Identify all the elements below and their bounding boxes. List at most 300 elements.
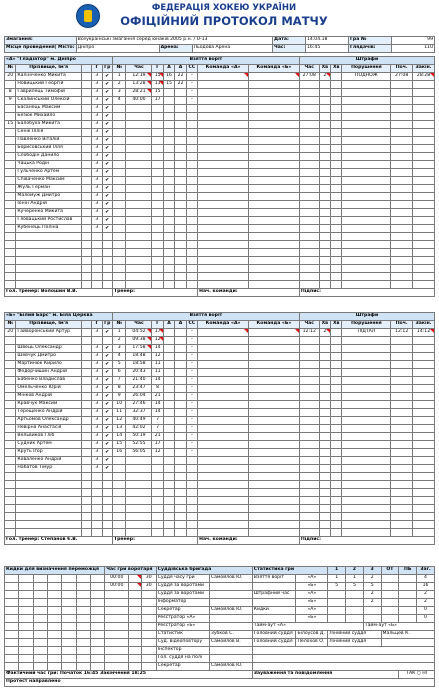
penalty-min (319, 441, 330, 449)
timeout-flag (129, 631, 142, 639)
team-b-player-row (5, 449, 435, 457)
penalty-end (413, 361, 435, 369)
played-check (102, 201, 112, 209)
team-b-player-row (5, 337, 435, 345)
penalty-min-2 (331, 377, 342, 385)
goal-time (126, 241, 152, 249)
goal-ss: – (186, 449, 197, 457)
refs-title: Суддівська бригада (156, 567, 252, 575)
penalty-end (413, 473, 435, 481)
goal-scorer (152, 241, 163, 249)
penalty-time (299, 97, 319, 105)
team-b-col-head: № (5, 321, 16, 329)
team-a-strength (198, 441, 249, 449)
goal-assist-2 (175, 377, 186, 385)
stats-value (346, 591, 364, 599)
player-flag (81, 193, 91, 201)
goal-time (126, 225, 152, 233)
player-status: З (92, 377, 102, 385)
team-a-strength (198, 513, 249, 521)
played-check (102, 121, 112, 129)
penalty-time (299, 401, 319, 409)
goal-assist-1 (163, 425, 174, 433)
penalty-end (413, 97, 435, 105)
player-name (16, 521, 81, 529)
goal-scorer (152, 129, 163, 137)
stats-value (381, 615, 399, 623)
player-status: З (92, 417, 102, 425)
penalty-time (299, 177, 319, 185)
player-number (5, 81, 16, 89)
team-a-strength (198, 193, 249, 201)
goal-scorer (152, 457, 163, 465)
goal-ss (186, 521, 197, 529)
goal-ss: – (186, 441, 197, 449)
timeout-flag (129, 623, 142, 631)
remarks-label: Зауваження та повідомлення (252, 671, 399, 679)
penalty-time (299, 105, 319, 113)
player-flag (81, 209, 91, 217)
goal-assist-2 (175, 329, 186, 337)
team-a-strength (198, 481, 249, 489)
team-a-player-row (5, 89, 435, 97)
goal-assist-2 (175, 153, 186, 161)
penalty-violation (342, 425, 391, 433)
team-b-strength (249, 225, 300, 233)
goal-assist-2 (175, 161, 186, 169)
player-status: З (92, 129, 102, 137)
player-status (92, 513, 102, 521)
kick-cell (62, 599, 76, 607)
timeout-flag (129, 583, 142, 591)
team-a-col-head: Гр (102, 65, 112, 73)
timeout-value: 30 (141, 575, 156, 583)
player-name: Вельвиков Гліб (16, 433, 81, 441)
team-a-player-row (5, 177, 435, 185)
team-a-section (4, 56, 435, 310)
goal-assist-1 (163, 433, 174, 441)
penalty-time (299, 225, 319, 233)
ref-name (209, 591, 252, 599)
team-a-strength (198, 249, 249, 257)
penalty-violation (342, 273, 391, 281)
penalty-start (391, 433, 413, 441)
penalty-min (319, 89, 330, 97)
player-number (5, 153, 16, 161)
goal-number: 4 (112, 353, 126, 361)
kick-cell (90, 655, 104, 663)
goal-ss (186, 473, 197, 481)
team-a-strength (198, 129, 249, 137)
goal-time (126, 265, 152, 273)
goal-number: 3 (112, 89, 126, 97)
penalty-min (319, 449, 330, 457)
goal-ss: – (186, 345, 197, 353)
goal-scorer: 14 (152, 377, 163, 385)
team-a-strength (198, 401, 249, 409)
goal-assist-2 (175, 145, 186, 153)
penalty-end (413, 145, 435, 153)
goal-scorer (152, 137, 163, 145)
goal-assist-1 (163, 457, 174, 465)
goal-scorer (152, 177, 163, 185)
kick-cell (5, 623, 19, 631)
player-flag (81, 225, 91, 233)
penalty-min (319, 249, 330, 257)
kick-cell (62, 655, 76, 663)
penalty-min (319, 457, 330, 465)
goal-number (112, 249, 126, 257)
team-b-strength (249, 73, 300, 81)
team-a-player-row (5, 145, 435, 153)
team-a-player-row (5, 97, 435, 105)
player-name: Набатов Тімур (16, 465, 81, 473)
stats-head: ОТ (381, 567, 399, 575)
played-check (102, 129, 112, 137)
stats-empty (252, 647, 434, 655)
kick-cell (19, 663, 33, 671)
goal-time (126, 249, 152, 257)
team-b-player-row (5, 521, 435, 529)
played-check (102, 337, 112, 345)
player-number (5, 249, 16, 257)
team-a-player-row (5, 217, 435, 225)
played-check (102, 241, 112, 249)
played-check (102, 465, 112, 473)
stats-value: 16 (417, 583, 435, 591)
team-a-col-head: № (112, 65, 126, 73)
goal-ss (186, 233, 197, 241)
player-flag (81, 169, 91, 177)
goal-assist-2 (175, 353, 186, 361)
stats-value: 1 (346, 575, 364, 583)
team-a-strength (198, 505, 249, 513)
penalty-min (319, 81, 330, 89)
goal-scorer: 11 (152, 361, 163, 369)
kick-cell (76, 615, 90, 623)
player-number (5, 417, 16, 425)
penalty-start (391, 521, 413, 529)
goal-assist-2 (175, 257, 186, 265)
penalty-min (319, 121, 330, 129)
goal-assist-1 (163, 281, 174, 289)
player-status: З (92, 449, 102, 457)
player-status (92, 481, 102, 489)
team-b-player-row (5, 345, 435, 353)
team-b-strength (249, 273, 300, 281)
penalty-time (299, 497, 319, 505)
penalty-time (299, 257, 319, 265)
penalty-end (413, 177, 435, 185)
penalty-min-2 (331, 113, 342, 121)
team-b-strength (249, 465, 300, 473)
penalty-start (391, 153, 413, 161)
penalty-end (413, 481, 435, 489)
penalty-min-2 (331, 489, 342, 497)
team-b-strength (249, 249, 300, 257)
goal-number: 1 (112, 73, 126, 81)
player-name: Гульченко Артем (16, 169, 81, 177)
penalty-end (413, 513, 435, 521)
goal-ss (186, 121, 197, 129)
player-number (5, 225, 16, 233)
player-name (16, 337, 81, 345)
penalty-violation (342, 177, 391, 185)
goal-time (126, 185, 152, 193)
player-number (5, 385, 16, 393)
date-value: 14.04.18 (306, 37, 349, 45)
player-number (5, 521, 16, 529)
team-a-strength (198, 433, 249, 441)
goal-time: 18:58 (126, 361, 152, 369)
team-a-strength (198, 241, 249, 249)
goal-time: 28:21 (126, 89, 152, 97)
goal-time (126, 209, 152, 217)
penalty-violation (342, 489, 391, 497)
player-status: З (92, 177, 102, 185)
player-flag (81, 385, 91, 393)
player-flag (81, 145, 91, 153)
penalty-min-2 (331, 169, 342, 177)
goal-assist-1 (163, 217, 174, 225)
goal-time (126, 505, 152, 513)
player-status: З (92, 457, 102, 465)
team-b-player-row (5, 497, 435, 505)
penalty-violation (342, 137, 391, 145)
team-a-col-head: Хв (331, 65, 342, 73)
kick-cell (62, 615, 76, 623)
played-check (102, 209, 112, 217)
player-flag (81, 81, 91, 89)
ref-role: Гол. суддя на полі (156, 655, 209, 663)
played-check (102, 441, 112, 449)
timeout-flag (129, 607, 142, 615)
team-a-trainer: Тренер: (112, 289, 197, 297)
penalty-min (319, 129, 330, 137)
goal-time (126, 497, 152, 505)
penalty-violation (342, 89, 391, 97)
ref-name: Самойлов Ю. (209, 575, 252, 583)
penalty-violation (342, 513, 391, 521)
stats-value (381, 591, 399, 599)
goal-assist-1: 15 (163, 81, 174, 89)
goal-time (126, 481, 152, 489)
penalty-start (391, 217, 413, 225)
goal-number (112, 177, 126, 185)
kick-cell (76, 639, 90, 647)
goal-assist-2: 22 (175, 81, 186, 89)
kick-cell (33, 639, 47, 647)
penalty-violation (342, 521, 391, 529)
player-flag (81, 153, 91, 161)
penalty-min (319, 473, 330, 481)
stats-team: «А» (296, 607, 328, 615)
team-b-strength (249, 105, 300, 113)
penalty-end (413, 225, 435, 233)
penalty-min-2 (331, 249, 342, 257)
stats-empty (252, 655, 434, 663)
penalty-end (413, 441, 435, 449)
stats-value (381, 599, 399, 607)
played-check (102, 249, 112, 257)
goal-number: 4 (112, 97, 126, 105)
penalty-min-2 (331, 177, 342, 185)
goal-assist-2 (175, 401, 186, 409)
penalty-start (391, 193, 413, 201)
timeout-flag (129, 615, 142, 623)
goal-assist-2 (175, 417, 186, 425)
team-a-col-head: Команда «А» (198, 65, 249, 73)
penalty-min (319, 369, 330, 377)
team-b-player-row (5, 393, 435, 401)
team-a-strength (198, 281, 249, 289)
player-flag (81, 281, 91, 289)
kick-cell (19, 639, 33, 647)
goal-time (126, 489, 152, 497)
goal-assist-1 (163, 121, 174, 129)
stats-label: Кидки (252, 607, 296, 615)
kick-cell (19, 631, 33, 639)
goal-time (126, 177, 152, 185)
team-a-strength (198, 113, 249, 121)
penalty-min-2 (331, 81, 342, 89)
penalty-start (391, 185, 413, 193)
goal-scorer: 14 (152, 409, 163, 417)
penalty-min-2 (331, 193, 342, 201)
played-check (102, 137, 112, 145)
goal-time (126, 457, 152, 465)
player-flag (81, 121, 91, 129)
goal-number (112, 265, 126, 273)
penalty-end (413, 113, 435, 121)
goal-time (126, 145, 152, 153)
penalty-end (413, 425, 435, 433)
penalty-start (391, 169, 413, 177)
kick-cell (47, 575, 61, 583)
player-number (5, 481, 16, 489)
goal-assist-1 (163, 241, 174, 249)
kick-cell (90, 663, 104, 671)
goal-scorer (152, 185, 163, 193)
team-b-col-head: Команда «Б» (249, 321, 300, 329)
penalty-time (299, 441, 319, 449)
goal-ss (186, 105, 197, 113)
goal-scorer (152, 145, 163, 153)
kick-cell (47, 615, 61, 623)
team-b-player-row (5, 417, 435, 425)
kick-cell (47, 623, 61, 631)
team-b-col-head: Гр (102, 321, 112, 329)
penalty-min (319, 417, 330, 425)
penalty-end (413, 345, 435, 353)
penalty-min (319, 137, 330, 145)
game-label: Гра № (349, 37, 392, 45)
penalty-start (391, 161, 413, 169)
player-flag (81, 441, 91, 449)
penalty-time (299, 209, 319, 217)
goal-assist-1 (163, 249, 174, 257)
player-number (5, 241, 16, 249)
penalty-min-2 (331, 153, 342, 161)
timeout-start (105, 647, 129, 655)
penalty-min-2 (331, 409, 342, 417)
player-status: З (92, 409, 102, 417)
goal-scorer: 17 (152, 329, 163, 337)
goal-assist-2 (175, 225, 186, 233)
played-check (102, 369, 112, 377)
goal-time (126, 121, 152, 129)
goal-assist-1 (163, 257, 174, 265)
stats-value (328, 599, 346, 607)
team-b-strength (249, 337, 300, 345)
stats-value (328, 615, 346, 623)
stats-value (381, 607, 399, 615)
goal-number (112, 481, 126, 489)
player-status: З (92, 329, 102, 337)
player-flag (81, 249, 91, 257)
penalty-end (413, 449, 435, 457)
kick-cell (90, 599, 104, 607)
player-number: 20 (5, 73, 16, 81)
team-b-col-head: Команда «А» (198, 321, 249, 329)
stats-value: 5 (363, 583, 381, 591)
goal-time (126, 129, 152, 137)
penalty-min-2 (331, 105, 342, 113)
goal-assist-1 (163, 161, 174, 169)
penalty-start (391, 417, 413, 425)
penalty-start (391, 369, 413, 377)
goal-number: 15 (112, 441, 126, 449)
stats-value: 5 (346, 583, 364, 591)
penalty-min (319, 401, 330, 409)
team-b-coach: Гол. тренер: Степанов Є.В. (5, 537, 113, 545)
goal-scorer: 15 (152, 89, 163, 97)
penalty-end (413, 465, 435, 473)
player-number (5, 377, 16, 385)
team-b-player-row (5, 369, 435, 377)
played-check (102, 521, 112, 529)
meta-table (4, 36, 435, 53)
ref-name (209, 615, 252, 623)
goal-assist-2 (175, 249, 186, 257)
penalty-end (413, 129, 435, 137)
team-a-col-head: № (5, 65, 16, 73)
penalty-min (319, 497, 330, 505)
penalty-end (413, 249, 435, 257)
penalty-min (319, 97, 330, 105)
goal-ss: – (186, 81, 197, 89)
player-status: З (92, 185, 102, 193)
goal-assist-2 (175, 449, 186, 457)
team-a-strength (198, 217, 249, 225)
goal-assist-1 (163, 489, 174, 497)
penalty-time: 12:12 (299, 329, 319, 337)
goal-scorer: 12 (152, 337, 163, 345)
team-a-strength (198, 377, 249, 385)
kick-cell (76, 647, 90, 655)
goal-assist-1: 16 (163, 73, 174, 81)
goal-assist-2 (175, 209, 186, 217)
timeout-start (105, 631, 129, 639)
team-b-col-head: Поч. (391, 321, 413, 329)
goal-time: 09:38 (126, 337, 152, 345)
penalty-end (413, 401, 435, 409)
player-flag (81, 105, 91, 113)
penalty-min (319, 257, 330, 265)
penalty-min (319, 345, 330, 353)
penalty-end (413, 217, 435, 225)
player-status: З (92, 121, 102, 129)
